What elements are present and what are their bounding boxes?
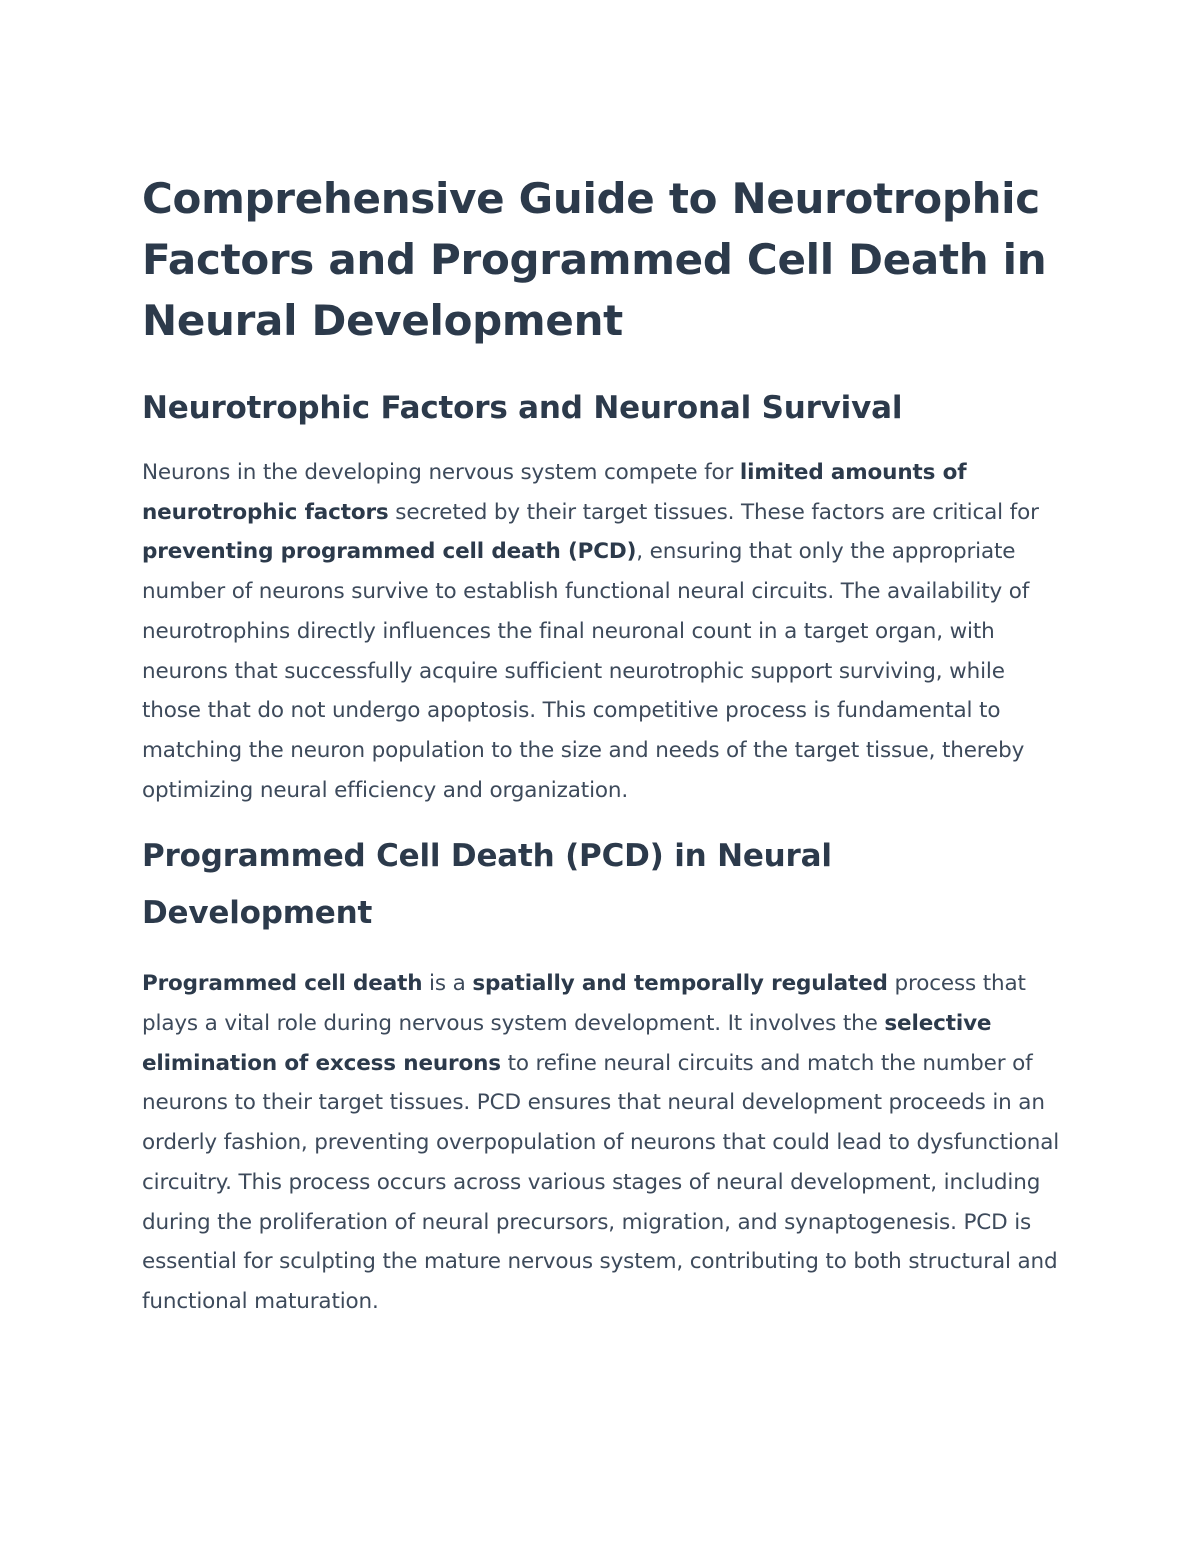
paragraph-text: , ensuring that only the appropriate number of neurons survive to establish functional neural circuits. The availability of neurotrophins directly influences the final neuronal count in a target organ, with neurons that successfully acquire sufficient neurotrophic support surviving, while those that do not undergo apoptosis. This competitive process is fundamental to matching the neuron population to the size and needs of the target tissue, thereby optimizing neural efficiency and organization. <box>142 539 1030 803</box>
paragraph-bold-text: limited amounts of neurotrophic factors <box>142 460 967 525</box>
paragraph-bold-text: spatially and temporally regulated <box>472 971 888 997</box>
paragraph-bold-text: Programmed cell death <box>142 971 423 997</box>
paragraph-text: Neurons in the developing nervous system compete for <box>142 460 740 485</box>
document-page <box>142 168 1062 1322</box>
paragraph-bold-text: preventing programmed cell death (PCD) <box>142 539 637 565</box>
paragraph-text: process that plays a vital role during nervous system development. It involves the <box>142 971 1026 1037</box>
section-paragraph-neurotrophic-factors <box>142 453 1062 810</box>
paragraph-text: is a <box>422 971 473 997</box>
paragraph-bold-text: selective elimination of excess neurons <box>142 1011 992 1076</box>
section-heading-neurotrophic-factors: Neurotrophic Factors and Neuronal Survival <box>142 390 903 426</box>
document-title: Comprehensive Guide to Neurotrophic Factors and Programmed Cell Death in Neural Development <box>142 174 1047 345</box>
section-heading-programmed-cell-death: Programmed Cell Death (PCD) in Neural Development <box>142 838 832 932</box>
paragraph-text: secreted by their target tissues. These factors are critical for <box>388 499 1039 525</box>
paragraph-text: to refine neural circuits and match the number of neurons to their target tissues. PCD ensures that neural development proceeds in an orderly fashion, preventing overpopulation of neurons that could lead to dysfunctional circuitry. This process occurs across various stages of neural development, including during the proliferation of neural precursors, migration, and synaptogenesis. PCD is essential for sculpting the mature nervous system, contributing to both structural and functional maturation. <box>142 1050 1060 1314</box>
section-paragraph-programmed-cell-death <box>142 964 1062 1321</box>
